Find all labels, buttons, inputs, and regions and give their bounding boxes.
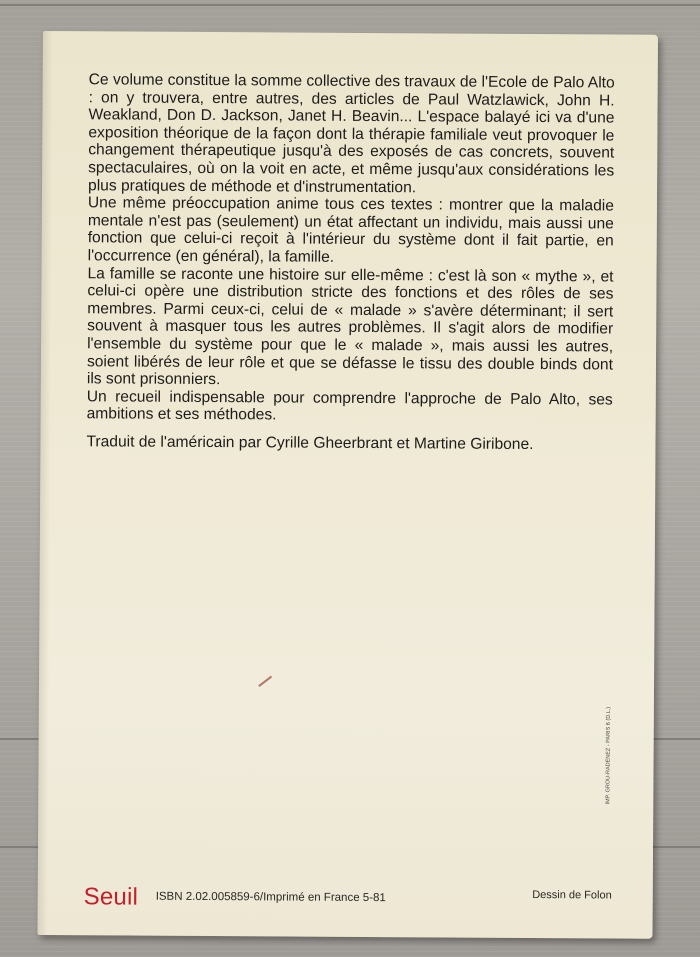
blurb-paragraph: Une même préoccupation anime tous ces textes : montrer que la maladie mentale n'est pas (seulement) un état affectant un individu, mais aussi une fonction que celui-ci reçoit à l'intérieur du système dont il fait partie, en l'occurrence (en général), la famille. — [87, 194, 614, 266]
ink-mark — [258, 676, 272, 687]
printer-imprint: IMP. GROU-RADENEZ - PARIS 6 (D.L.) — [605, 706, 612, 805]
isbn-line: ISBN 2.02.005859-6/Imprimé en France 5-81 — [155, 890, 386, 905]
wood-plank-seam — [0, 4, 700, 6]
book-back-cover — [37, 31, 658, 939]
blurb-paragraph: Ce volume constitue la somme collective des travaux de l'Ecole de Palo Alto : on y trouvera, entre autres, des articles de Paul Watzlawick, John H. Weakland, Don D. Jackson, Janet H. Beavin... L'espace balayé ici va d'une exposition théorique de la façon dont la thérapie familiale veut provoquer le changement thérapeutique jusqu'à des exposés de cas concrets, souvent spectaculaires, où on la voit en acte, et même jusqu'aux considérations les plus pratiques de méthode et d'instrumentation. — [88, 71, 615, 196]
blurb-paragraph: La famille se raconte une histoire sur elle-même : c'est là son « mythe », et celui-ci opère une distribution stricte des fonctions et des rôles de ses membres. Parmi ceux-ci, celui de « malade » s'avère déterminant; il sert souvent à masquer tous les autres problèmes. Il s'agit alors de modifier l'ensemble du système pour que le « malade », mais aussi les autres, soient libérés de leur rôle et que se défasse le tissu des double binds dont ils sont prisonniers. — [86, 264, 614, 389]
cover-edge-shading — [37, 31, 53, 935]
illustration-credit: Dessin de Folon — [532, 889, 612, 902]
cover-footer — [84, 883, 612, 916]
blurb-paragraph: Un recueil indispensable pour comprendre l'approche de Palo Alto, ses ambitions et ses méthodes. — [86, 387, 613, 424]
back-cover-blurb — [86, 71, 614, 454]
publisher-logo: Seuil — [83, 883, 139, 911]
translation-credit: Traduit de l'américain par Cyrille Gheerbrant et Martine Giribone. — [86, 433, 534, 453]
